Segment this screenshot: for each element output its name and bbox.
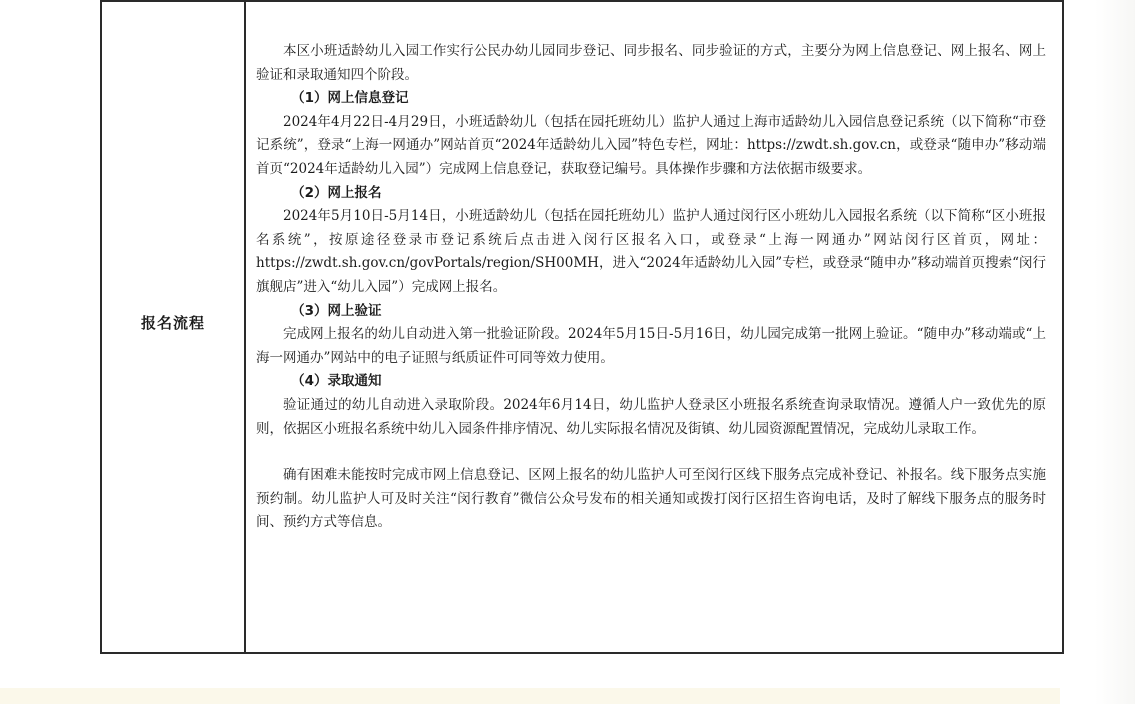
closing-paragraph: 确有困难未能按时完成市网上信息登记、区网上报名的幼儿监护人可至闵行区线下服务点完成补登记、补报名。线下服务点实施预约制。幼儿监护人可及时关注“闵行教育”微信公众号发布的相关通知或拨打闵行区招生咨询电话，及时了解线下服务点的服务时间、预约方式等信息。 bbox=[256, 467, 1046, 531]
section-body-online-application: 2024年5月10日-5月14日，小班适龄幼儿（包括在园托班幼儿）监护人通过闵行区小班幼儿入园报名系统（以下简称“区小班报名系统”，按原途径登录市登记系统后点击进入闵行区报名入口，或登录“上海一网通办”网站闵行区首页，网址：https://zwdt.sh.gov.cn/govPortals/region/SH00MH，进入“2024年适龄幼儿入园”专栏，或登录“随申办”移动端首页搜索“闵行旗舰店”进入“幼儿入园”）完成网上报名。 bbox=[256, 208, 1046, 295]
row-label: 报名流程 bbox=[140, 313, 205, 332]
row-label-cell bbox=[102, 0, 244, 652]
section-heading-admission-notice: （4）录取通知 bbox=[291, 373, 382, 390]
column-divider bbox=[244, 0, 246, 652]
content-cell bbox=[256, 40, 1046, 535]
section-heading-online-application: （2）网上报名 bbox=[291, 184, 382, 201]
section-heading-online-registration: （1）网上信息登记 bbox=[291, 90, 409, 107]
paragraph-gap bbox=[256, 441, 1046, 464]
registration-table bbox=[100, 0, 1064, 654]
intro-paragraph: 本区小班适龄幼儿入园工作实行公民办幼儿园同步登记、同步报名、同步验证的方式，主要分为网上信息登记、网上报名、网上验证和录取通知四个阶段。 bbox=[256, 43, 1046, 83]
section-body-online-verification: 完成网上报名的幼儿自动进入第一批验证阶段。2024年5月15日-5月16日，幼儿园完成第一批网上验证。“随申办”移动端或“上海一网通办”网站中的电子证照与纸质证件可同等效力使用。 bbox=[256, 326, 1046, 366]
scan-edge bbox=[1095, 0, 1135, 704]
section-heading-online-verification: （3）网上验证 bbox=[291, 302, 382, 319]
section-body-admission-notice: 验证通过的幼儿自动进入录取阶段。2024年6月14日，幼儿监护人登录区小班报名系统查询录取情况。遵循人户一致优先的原则，依据区小班报名系统中幼儿入园条件排序情况、幼儿实际报名情况及街镇、幼儿园资源配置情况，完成幼儿录取工作。 bbox=[256, 396, 1046, 437]
section-body-online-registration: 2024年4月22日-4月29日，小班适龄幼儿（包括在园托班幼儿）监护人通过上海市适龄幼儿入园信息登记系统（以下简称“市登记系统”，登录“上海一网通办”网站首页“2024年适龄幼儿入园”特色专栏，网址：https://zwdt.sh.gov.cn，或登录“随申办”移动端首页“2024年适龄幼儿入园”）完成网上信息登记，获取登记编号。具体操作步骤和方法依据市级要求。 bbox=[256, 113, 1046, 177]
page-bottom-band bbox=[0, 688, 1060, 704]
